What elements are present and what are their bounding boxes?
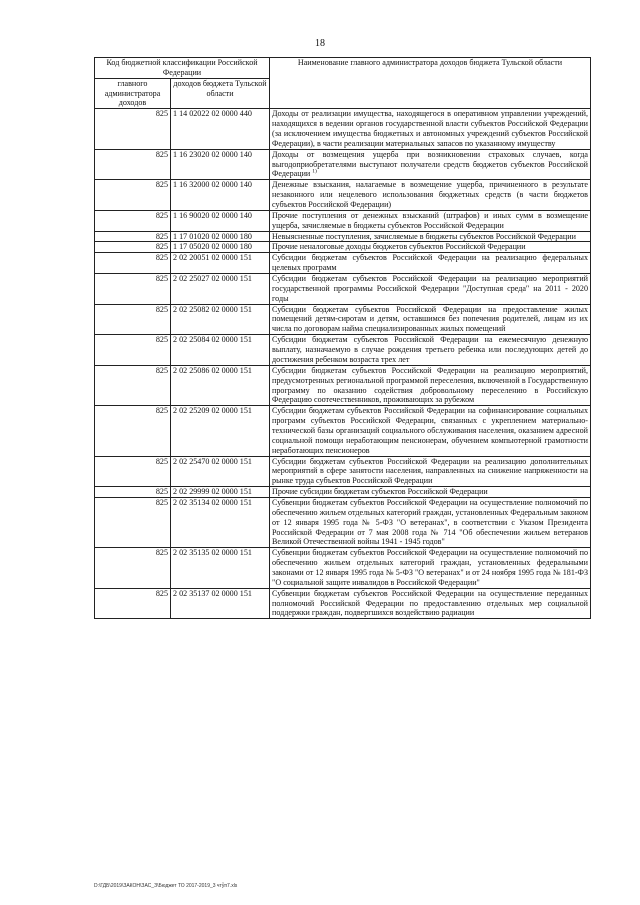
description-text: Невыясненные поступления, зачисляемые в бюджеты субъектов Российской Федерации (272, 231, 576, 241)
revenue-description (270, 588, 591, 619)
revenue-code: 2 02 25470 02 0000 151 (171, 456, 270, 487)
revenue-description (270, 487, 591, 498)
revenue-code: 2 02 29999 02 0000 151 (171, 487, 270, 498)
description-text: Субвенции бюджетам субъектов Российской Федерации на осуществление полномочий по обеспечению жильем отдельных категорий граждан, установленных Федеральным законом от 12 января 1995 года № 5-ФЗ "О ветеранах", в соответствии с Указом Президента Российской Федерации от 7 мая 2008 года № 714 "Об обеспечении жильем ветеранов Великой Отечественной войны 1941 - 1945 годов" (272, 497, 589, 547)
table-row (95, 149, 591, 180)
revenue-description (270, 456, 591, 487)
revenue-description (270, 365, 591, 405)
header-administrator-name: Наименование главного администратора доходов бюджета Тульской области (270, 58, 591, 109)
administrator-code: 825 (95, 548, 171, 588)
revenue-code: 1 16 32000 02 0000 140 (171, 180, 270, 211)
revenue-description (270, 497, 591, 547)
administrator-code: 825 (95, 149, 171, 180)
page-number: 18 (315, 38, 325, 49)
revenue-description (270, 109, 591, 149)
revenue-code: 2 02 35135 02 0000 151 (171, 548, 270, 588)
revenue-description (270, 253, 591, 274)
revenue-description (270, 149, 591, 180)
table-row (95, 210, 591, 231)
revenue-code: 2 02 20051 02 0000 151 (171, 253, 270, 274)
header-row-group (95, 58, 591, 79)
revenue-code: 2 02 25086 02 0000 151 (171, 365, 270, 405)
table-row (95, 588, 591, 619)
administrator-code: 825 (95, 456, 171, 487)
description-text: Субсидии бюджетам субъектов Российской Федерации на софинансирование социальных программ субъектов Российской Федерации, связанных с укреплением материально-технической базы организаций социального обслуживания населения, оказанием адресной социальной помощи неработающим пенсионерам, обучением компьютерной грамотности неработающих пенсионеров (272, 406, 589, 455)
administrator-code: 825 (95, 487, 171, 498)
revenue-code: 2 02 25027 02 0000 151 (171, 274, 270, 305)
table-row (95, 548, 591, 588)
description-text: Субсидии бюджетам субъектов Российской Федерации на реализацию мероприятий государственной программы Российской Федерации "Доступная среда" на 2011 - 2020 годы (272, 274, 589, 303)
table-row (95, 274, 591, 305)
revenue-description (270, 210, 591, 231)
revenue-description (270, 406, 591, 456)
revenue-code: 2 02 25082 02 0000 151 (171, 304, 270, 335)
revenue-code: 1 16 90020 02 0000 140 (171, 210, 270, 231)
description-text: Прочие поступления от денежных взысканий (штрафов) и иных сумм в возмещение ущерба, зачисляемые в бюджеты субъектов Российской Федерации (272, 210, 589, 230)
description-text: Доходы от реализации имущества, находящегося в оперативном управлении учреждений, находящихся в ведении органов государственной власти субъектов Российской Федерации (за исключением имущества бюджетных и автономных учреждений субъектов Российской Федерации), в части реализации материальных запасов по указанному имуществу (272, 109, 589, 148)
table-row (95, 242, 591, 253)
administrator-code: 825 (95, 497, 171, 547)
revenue-description (270, 231, 591, 242)
description-text: Денежные взыскания, налагаемые в возмещение ущерба, причиненного в результате незаконного или нецелевого использования бюджетных средств (в части бюджетов субъектов Российской Федерации) (272, 180, 589, 210)
revenue-code: 2 02 35134 02 0000 151 (171, 497, 270, 547)
revenue-description (270, 548, 591, 588)
table-row (95, 231, 591, 242)
revenue-code: 2 02 35137 02 0000 151 (171, 588, 270, 619)
table-row (95, 456, 591, 487)
revenue-code: 1 16 23020 02 0000 140 (171, 149, 270, 180)
description-text: Субсидии бюджетам субъектов Российской Федерации на реализацию мероприятий, предусмотренных региональной программой переселения, включенной в Государственную программу по оказанию содействия добровольному переселению в Российскую Федерацию соотечественников, проживающих за рубежом (272, 365, 589, 405)
table-row (95, 180, 591, 211)
budget-classification-table (94, 57, 591, 619)
header-main-administrator: главного администратора доходов (95, 78, 171, 109)
administrator-code: 825 (95, 588, 171, 619)
description-text: Субсидии бюджетам субъектов Российской Федерации на ежемесячную денежную выплату, назначаемую в случае рождения третьего ребенка или последующих детей до достижения ребенком возраста трех лет (272, 335, 589, 364)
administrator-code: 825 (95, 304, 171, 335)
administrator-code: 825 (95, 242, 171, 253)
table-row (95, 253, 591, 274)
table-row (95, 487, 591, 498)
administrator-code: 825 (95, 253, 171, 274)
description-text: Субсидии бюджетам субъектов Российской Федерации на реализацию федеральных целевых программ (272, 253, 589, 273)
description-text: Субсидии бюджетам субъектов Российской Федерации на реализацию дополнительных мероприятий в сфере занятости населения, направленных на снижение напряженности на рынке труда субъектов Российской Федерации (272, 456, 589, 486)
administrator-code: 825 (95, 210, 171, 231)
administrator-code: 825 (95, 365, 171, 405)
description-text: Субсидии бюджетам субъектов Российской Федерации на предоставление жилых помещений детям-сиротам и детям, оставшимся без попечения родителей, лицам из их числа по договорам найма специализированных жилых помещений (272, 304, 589, 334)
header-budget-code: Код бюджетной классификации Российской Федерации (95, 58, 270, 79)
description-text: Прочие неналоговые доходы бюджетов субъектов Российской Федерации (272, 242, 526, 252)
revenue-description (270, 335, 591, 366)
revenue-code: 2 02 25084 02 0000 151 (171, 335, 270, 366)
table-row (95, 406, 591, 456)
revenue-description (270, 274, 591, 305)
table-row (95, 335, 591, 366)
administrator-code: 825 (95, 231, 171, 242)
table-body (95, 109, 591, 619)
table-row (95, 109, 591, 149)
description-text: Субвенции бюджетам субъектов Российской Федерации на осуществление полномочий по обеспечению жильем отдельных категорий граждан, установленных федеральными законами от 12 января 1995 года № 5-ФЗ "О ветеранах" и от 24 ноября 1995 года № 181-ФЗ "О социальной защите инвалидов в Российской Федерации" (272, 548, 589, 587)
revenue-code: 1 17 01020 02 0000 180 (171, 231, 270, 242)
table-row (95, 304, 591, 335)
revenue-code: 1 17 05020 02 0000 180 (171, 242, 270, 253)
table-row (95, 365, 591, 405)
administrator-code: 825 (95, 109, 171, 149)
administrator-code: 825 (95, 335, 171, 366)
administrator-code: 825 (95, 274, 171, 305)
description-text: Доходы от возмещения ущерба при возникновении страховых случаев, когда выгодоприобретателями выступают получатели средств бюджетов субъектов Российской Федерации (272, 149, 589, 179)
description-text: Прочие субсидии бюджетам субъектов Российской Федерации (272, 487, 488, 497)
revenue-description (270, 304, 591, 335)
description-text: Субвенции бюджетам субъектов Российской Федерации на осуществление переданных полномочий Российской Федерации по предоставлению отдельных мер социальной поддержки граждан, подвергшихся воздействию радиации (272, 588, 589, 618)
revenue-description (270, 242, 591, 253)
footnote-marker: 1) (312, 168, 317, 175)
file-path-footer: D:\ГДБ\2019\ЗАКОН\ЗАС_З\Бюджет ТО 2017-2019_3 чтўп7.xls (94, 883, 238, 889)
header-revenue-code: доходов бюджета Тульской области (171, 78, 270, 109)
revenue-description (270, 180, 591, 211)
revenue-code: 2 02 25209 02 0000 151 (171, 406, 270, 456)
administrator-code: 825 (95, 406, 171, 456)
table-row (95, 497, 591, 547)
revenue-code: 1 14 02022 02 0000 440 (171, 109, 270, 149)
administrator-code: 825 (95, 180, 171, 211)
